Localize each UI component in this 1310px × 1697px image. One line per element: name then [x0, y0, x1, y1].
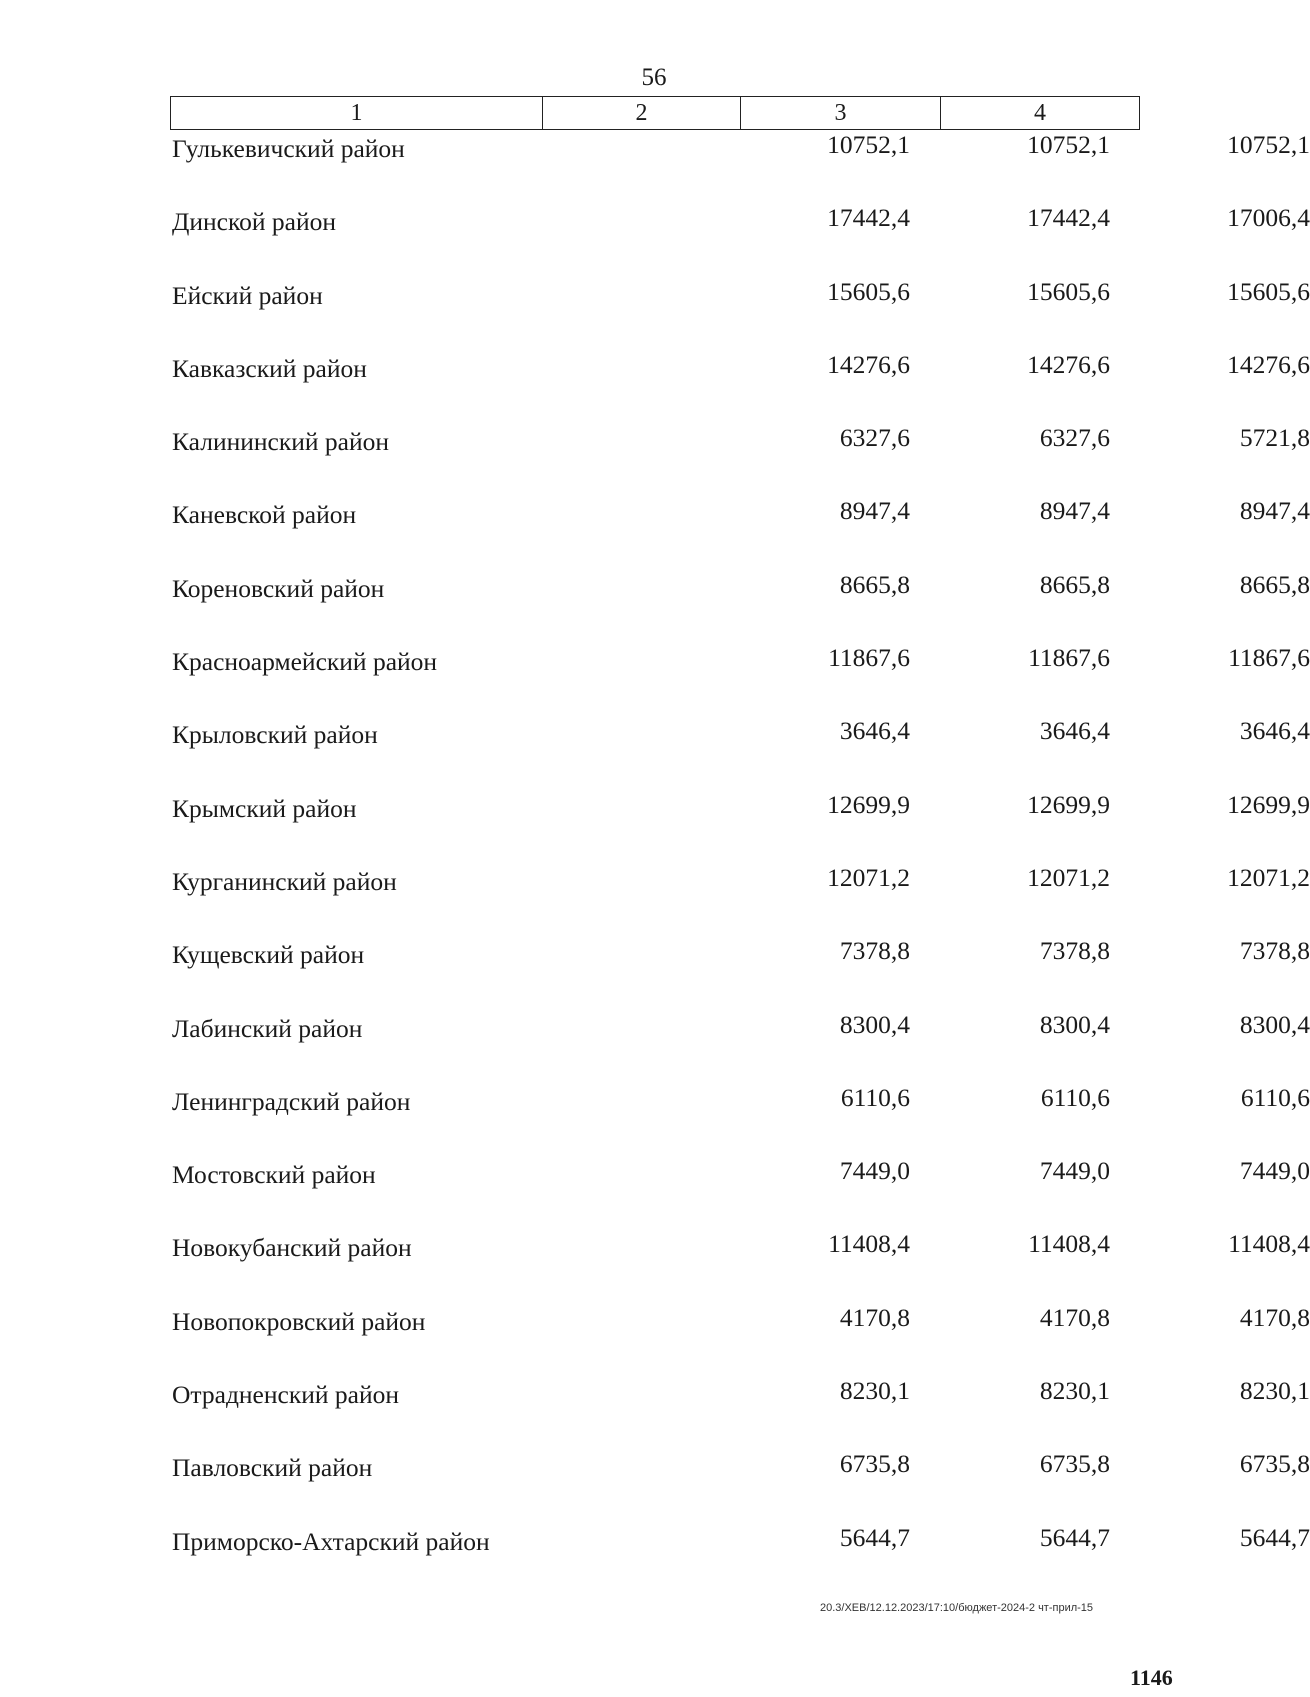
district-name: Новопокровский район	[172, 1306, 426, 1336]
value-col-4: 5721,8	[1239, 423, 1310, 453]
value-col-2: 17442,4	[827, 203, 910, 233]
value-col-3: 4170,8	[1039, 1302, 1110, 1332]
table-row	[170, 130, 1310, 203]
header-col-4: 4	[1034, 100, 1046, 126]
value-col-2: 7378,8	[839, 936, 910, 966]
district-name: Отрадненский район	[172, 1380, 400, 1410]
value-col-3: 8230,1	[1039, 1376, 1110, 1406]
value-col-4: 8230,1	[1239, 1376, 1310, 1406]
table-row	[170, 349, 1310, 423]
district-name: Кавказский район	[172, 353, 367, 383]
district-name: Кущевский район	[172, 940, 365, 970]
value-col-4: 7378,8	[1239, 936, 1310, 966]
table-row	[170, 1376, 1310, 1449]
value-col-3: 8665,8	[1039, 569, 1110, 599]
district-name: Приморско-Ахтарский район	[172, 1526, 490, 1556]
header-col-3: 3	[741, 97, 941, 129]
value-col-4: 8300,4	[1239, 1009, 1310, 1039]
value-col-3: 6327,6	[1039, 423, 1110, 453]
value-col-4: 12071,2	[1227, 862, 1310, 892]
district-name: Курганинский район	[172, 866, 397, 896]
table-row	[170, 1156, 1310, 1229]
value-col-3: 11867,6	[1028, 643, 1110, 673]
value-col-2: 11408,4	[828, 1229, 910, 1259]
value-col-4: 15605,6	[1227, 276, 1310, 306]
district-name: Красноармейский район	[172, 647, 438, 677]
value-col-2: 5644,7	[839, 1522, 910, 1552]
district-name: Кореновский район	[172, 573, 385, 603]
value-col-3: 14276,6	[1027, 349, 1110, 379]
value-col-4: 11867,6	[1228, 643, 1310, 673]
value-col-4: 10752,1	[1227, 130, 1310, 159]
value-col-2: 10752,1	[827, 130, 910, 159]
district-name: Новокубанский район	[172, 1233, 412, 1263]
value-col-3: 10752,1	[1027, 130, 1110, 159]
table-row	[170, 1449, 1310, 1522]
value-col-2: 6110,6	[840, 1082, 910, 1112]
district-name: Павловский район	[172, 1453, 373, 1483]
district-name: Мостовский район	[172, 1160, 376, 1190]
value-col-4: 7449,0	[1239, 1156, 1310, 1186]
value-col-2: 3646,4	[839, 716, 910, 746]
table-header	[170, 96, 1140, 130]
table-row	[170, 716, 1310, 789]
value-col-2: 6735,8	[839, 1449, 910, 1479]
value-col-3: 12699,9	[1027, 789, 1110, 819]
value-col-3: 3646,4	[1039, 716, 1110, 746]
value-col-4: 3646,4	[1239, 716, 1310, 746]
table-row	[170, 862, 1310, 936]
value-col-4: 8665,8	[1239, 569, 1310, 599]
district-name: Гулькевичский район	[172, 134, 405, 163]
value-col-3: 6735,8	[1039, 1449, 1110, 1479]
table-row	[170, 1522, 1310, 1596]
value-col-3: 5644,7	[1039, 1522, 1110, 1552]
value-col-4: 12699,9	[1227, 789, 1310, 819]
table-row	[170, 423, 1310, 496]
district-name: Калининский район	[172, 427, 390, 457]
value-col-2: 7449,0	[839, 1156, 910, 1186]
value-col-2: 6327,6	[839, 423, 910, 453]
value-col-4: 6110,6	[1240, 1082, 1310, 1112]
district-name: Крымский район	[172, 793, 357, 823]
value-col-3: 7378,8	[1039, 936, 1110, 966]
district-name: Каневской район	[172, 500, 357, 530]
value-col-2: 4170,8	[839, 1302, 910, 1332]
value-col-4: 14276,6	[1227, 349, 1310, 379]
value-col-2: 8947,4	[839, 496, 910, 526]
value-col-3: 17442,4	[1027, 203, 1110, 233]
sheet-number: 1146	[1130, 1665, 1173, 1690]
table-row	[170, 1302, 1310, 1376]
value-col-4: 11408,4	[1228, 1229, 1310, 1259]
table-row	[170, 789, 1310, 863]
district-name: Лабинский район	[172, 1013, 363, 1043]
value-col-3: 12071,2	[1027, 862, 1110, 892]
value-col-4: 6735,8	[1239, 1449, 1310, 1479]
table-row	[170, 1229, 1310, 1302]
table-row	[170, 1082, 1310, 1156]
value-col-3: 8300,4	[1039, 1009, 1110, 1039]
district-name: Ейский район	[172, 280, 323, 310]
district-name: Ленинградский район	[172, 1086, 411, 1116]
table-row	[170, 569, 1310, 643]
header-col-1: 1	[171, 97, 543, 129]
value-col-4: 17006,4	[1227, 203, 1310, 233]
district-name: Крыловский район	[172, 720, 378, 750]
value-col-2: 11867,6	[828, 643, 910, 673]
table-row	[170, 496, 1310, 569]
table-row	[170, 203, 1310, 276]
table-row	[170, 1009, 1310, 1083]
value-col-4: 5644,7	[1239, 1522, 1310, 1552]
value-col-3: 8947,4	[1039, 496, 1110, 526]
value-col-2: 8300,4	[839, 1009, 910, 1039]
value-col-3: 6110,6	[1040, 1082, 1110, 1112]
value-col-2: 8665,8	[839, 569, 910, 599]
value-col-2: 8230,1	[839, 1376, 910, 1406]
value-col-2: 15605,6	[827, 276, 910, 306]
value-col-3: 15605,6	[1027, 276, 1110, 306]
value-col-3: 7449,0	[1039, 1156, 1110, 1186]
value-col-3: 11408,4	[1028, 1229, 1110, 1259]
header-col-2: 2	[543, 97, 741, 129]
value-col-4: 8947,4	[1239, 496, 1310, 526]
page-number: 56	[641, 64, 667, 91]
table-row	[170, 276, 1310, 350]
district-name: Динской район	[172, 207, 336, 237]
value-col-2: 12071,2	[827, 862, 910, 892]
value-col-2: 14276,6	[827, 349, 910, 379]
table-row	[170, 936, 1310, 1009]
value-col-2: 12699,9	[827, 789, 910, 819]
table-row	[170, 643, 1310, 716]
document-code: 20.3/ХЕВ/12.12.2023/17:10/бюджет-2024-2 чт-прил-15	[820, 1602, 1094, 1614]
value-col-4: 4170,8	[1239, 1302, 1310, 1332]
table-body	[170, 130, 1310, 1596]
